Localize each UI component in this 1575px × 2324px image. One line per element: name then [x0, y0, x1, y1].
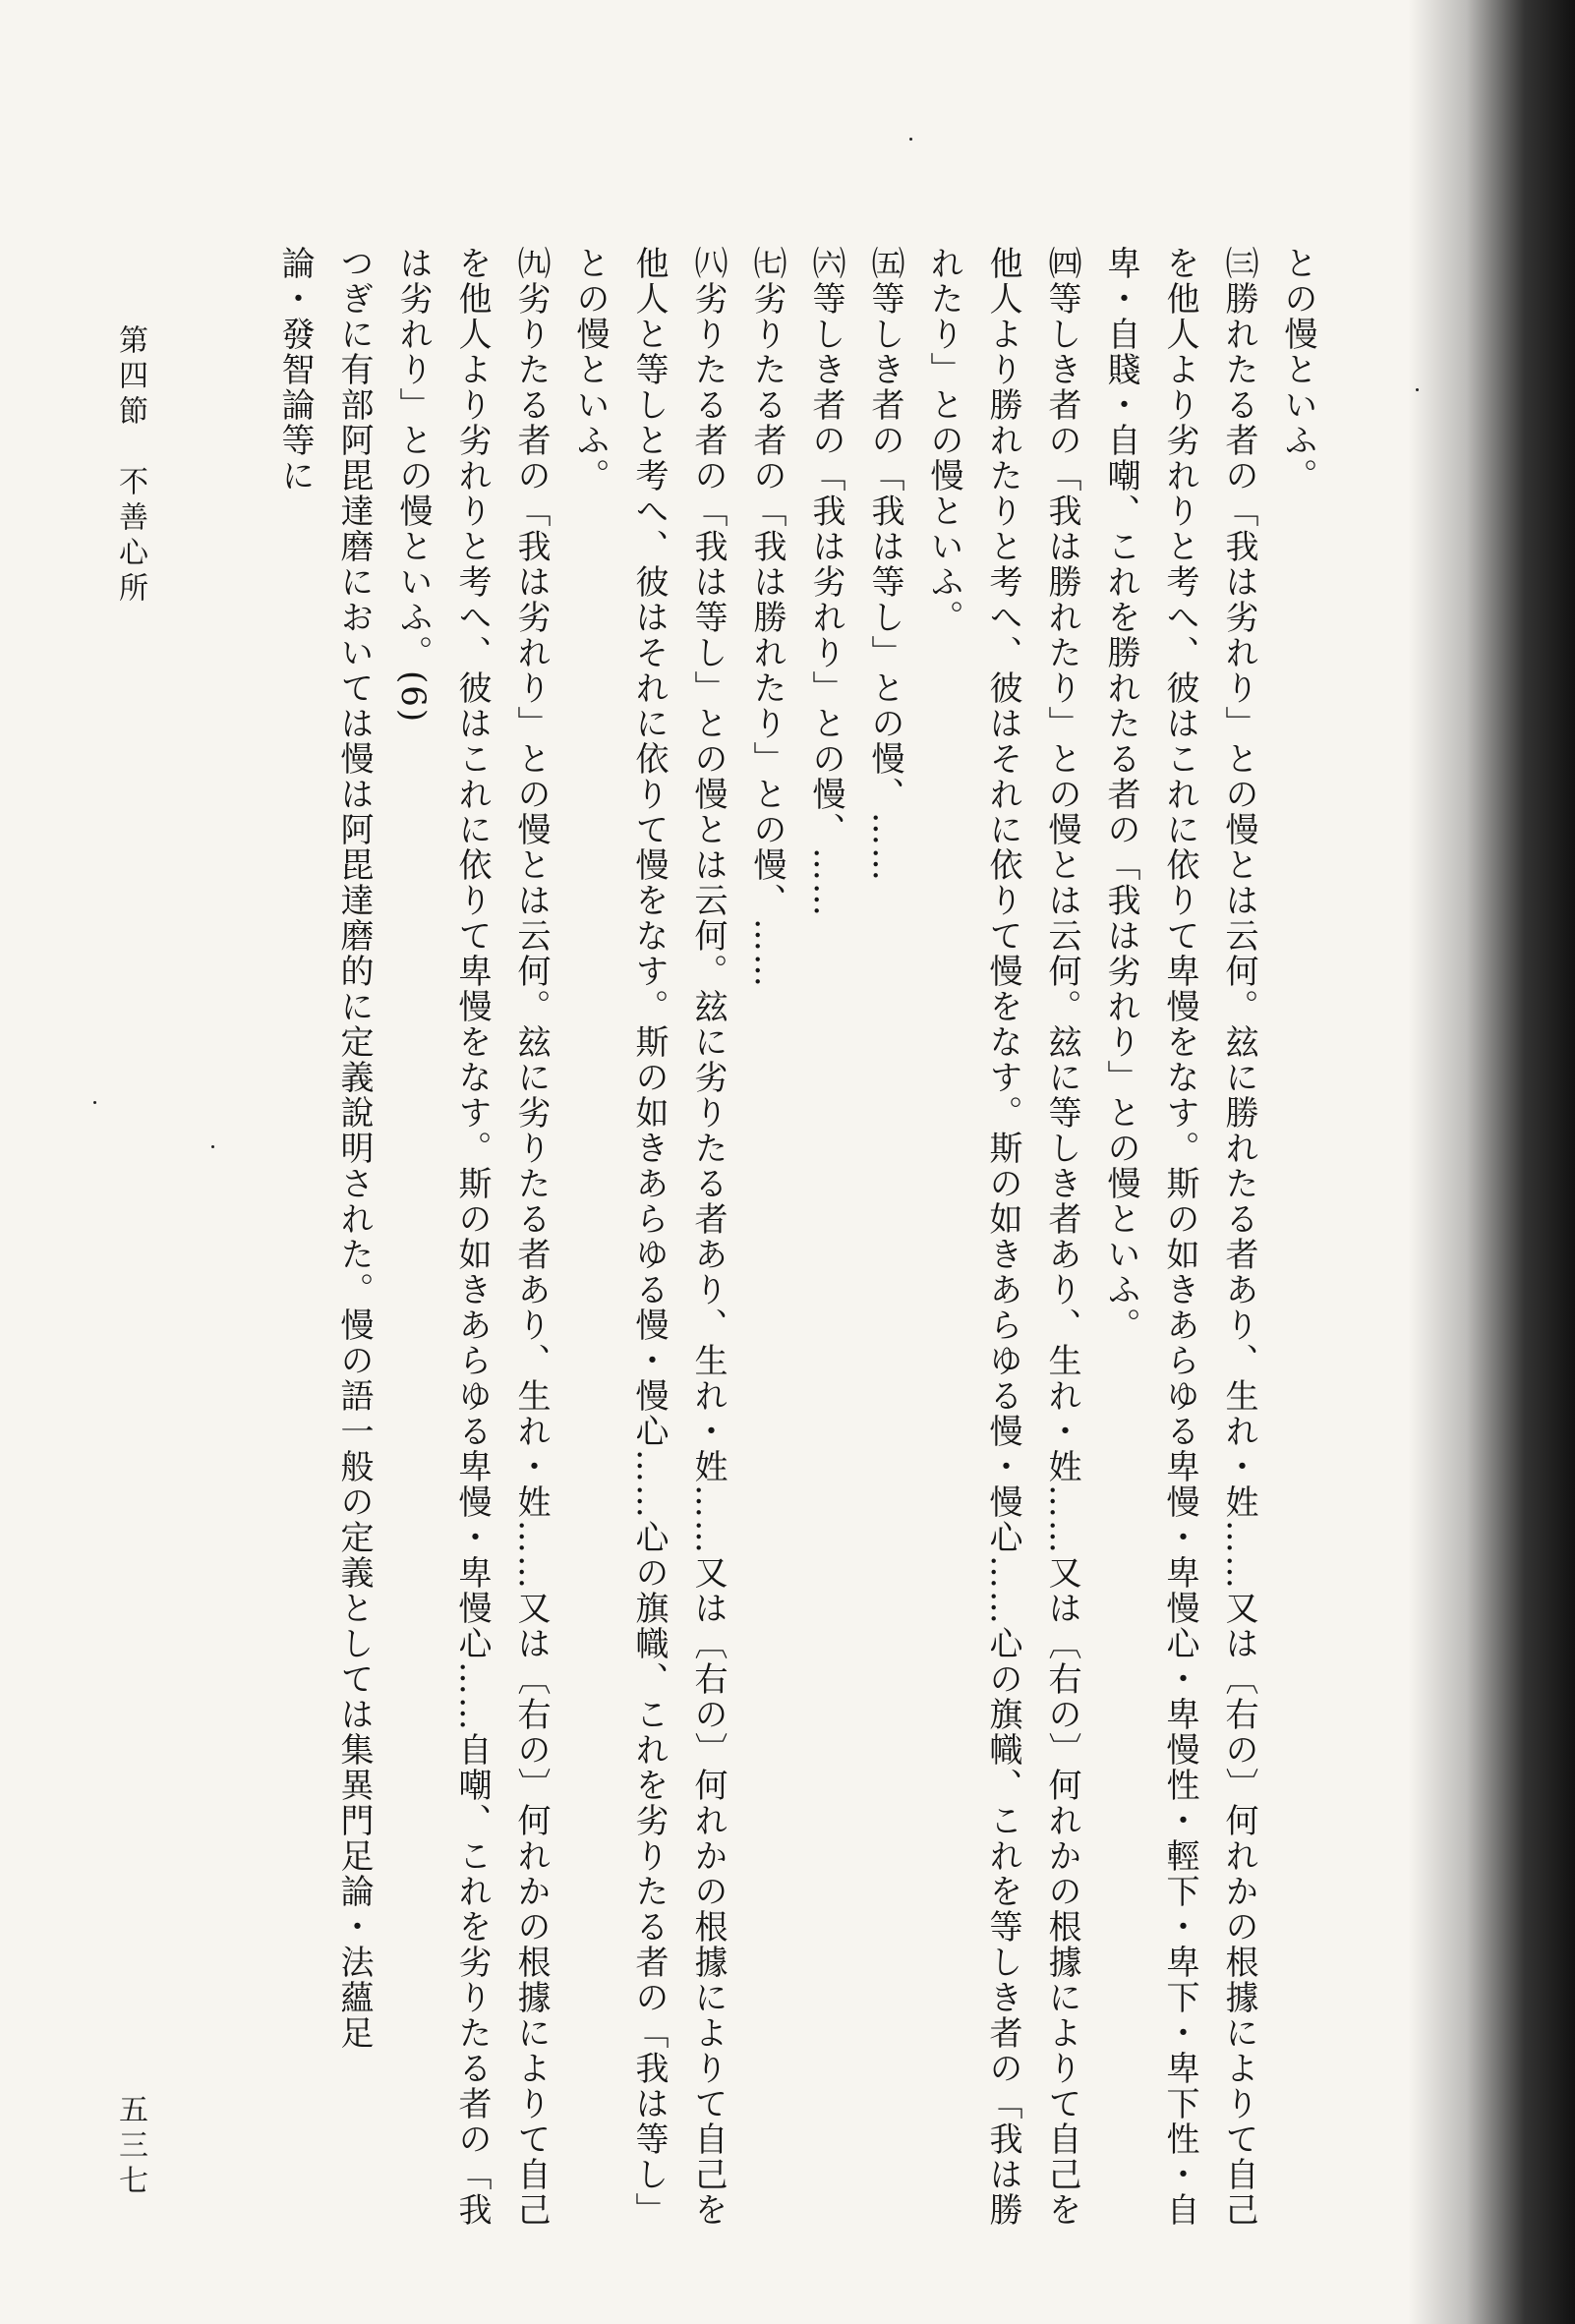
section-title: 第四節 不善心所	[113, 324, 147, 608]
text-column-16: は劣れり」との慢といふ。(6)	[393, 246, 433, 725]
text-column-11: ㈧劣りたる者の「我は等し」との慢とは云何。玆に劣りたる者あり、生れ・姓……又は〔右の〕何れかの根據によりて自己を	[688, 246, 728, 2228]
text-column-2: ㈢勝れたる者の「我は劣れり」との慢とは云何。玆に勝れたる者あり、生れ・姓……又は〔右の〕何れかの根據によりて自己	[1219, 246, 1258, 2228]
text-column-17: つぎに有部阿毘達磨においては慢は阿毘達磨的に定義說明された。慢の語一般の定義としては集異門足論・法蘊足	[334, 246, 374, 2051]
text-column-12: 他人と等しと考へ、彼はそれに依りて慢をなす。斯の如きあらゆる慢・慢心……心の旗幟、これを劣りたる者の「我は等し」	[629, 246, 669, 2228]
scan-shadow-edge	[1408, 0, 1575, 2324]
text-column-1: との慢といふ。	[1278, 246, 1317, 494]
scan-speck	[211, 1145, 214, 1148]
text-column-5: ㈣等しき者の「我は勝れたり」との慢とは云何。玆に等しき者あり、生れ・姓……又は〔右の〕何れかの根據によりて自己を	[1042, 246, 1081, 2228]
body-text	[177, 246, 1327, 2228]
text-column-18: 論・發智論等に	[275, 246, 315, 494]
text-column-4: 卑・自賤・自嘲、これを勝れたる者の「我は劣れり」との慢といふ。	[1101, 246, 1140, 1343]
text-column-6: 他人より勝れたりと考へ、彼はそれに依りて慢をなす。斯の如きあらゆる慢・慢心……心の旗幟、これを等しき者の「我は勝	[983, 246, 1022, 2228]
text-column-10: ㈦劣りたる者の「我は勝れたり」との慢、……	[747, 246, 787, 989]
scan-speck	[909, 138, 912, 141]
scan-speck	[1416, 388, 1419, 391]
text-column-15: を他人より劣れりと考へ、彼はこれに依りて卑慢をなす。斯の如きあらゆる卑慢・卑慢心……自嘲、これを劣りたる者の「我	[452, 246, 492, 2228]
text-column-7: れたり」との慢といふ。	[924, 246, 963, 635]
text-column-8: ㈤等しき者の「我は等し」との慢、……	[865, 246, 904, 883]
text-column-3: を他人より劣れりと考へ、彼はこれに依りて卑慢をなす。斯の如きあらゆる卑慢・卑慢心・卑慢性・輕下・卑下・卑下性・自	[1160, 246, 1199, 2228]
text-column-13: との慢といふ。	[570, 246, 610, 494]
scan-speck	[93, 1101, 96, 1104]
page-number: 五三七	[113, 2094, 147, 2200]
text-column-14: ㈨劣りたる者の「我は劣れり」との慢とは云何。玆に劣りたる者あり、生れ・姓……又は〔右の〕何れかの根據によりて自己	[511, 246, 551, 2228]
text-column-9: ㈥等しき者の「我は劣れり」との慢、……	[806, 246, 846, 918]
